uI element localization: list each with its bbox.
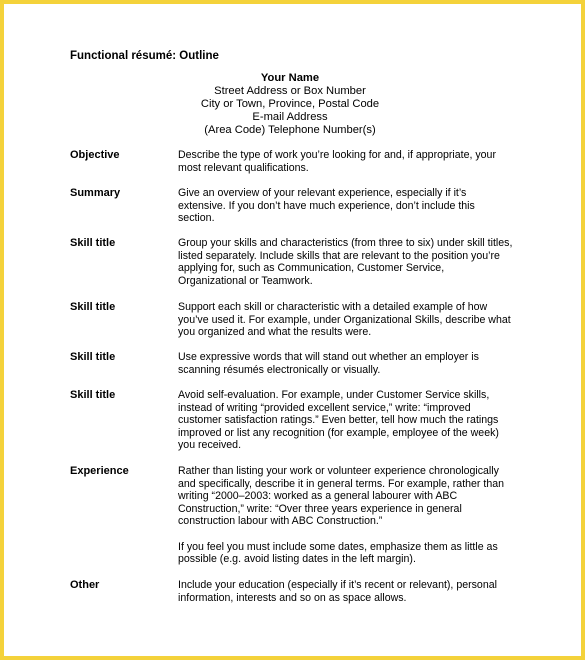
header-name: Your Name bbox=[260, 72, 320, 84]
section-label: Experience bbox=[70, 465, 129, 477]
section-paragraph: Support each skill or characteristic with a detailed example of how you’ve used it. For example, under Organizational Skills, describe what you organized and what the results were. bbox=[178, 301, 511, 339]
section-label: Skill title bbox=[70, 389, 116, 401]
header-city: City or Town, Province, Postal Code bbox=[200, 98, 380, 110]
header-street: Street Address or Box Number bbox=[214, 85, 366, 97]
section-description bbox=[178, 351, 514, 376]
section-paragraph: Describe the type of work you’re looking for and, if appropriate, your most relevant qualifications. bbox=[178, 149, 496, 174]
section-label: Objective bbox=[70, 149, 120, 161]
document-page bbox=[4, 4, 581, 656]
section-paragraph: Give an overview of your relevant experience, especially if it’s extensive. If you don’t have much experience, don’t include this section. bbox=[178, 187, 475, 225]
section-paragraph: Use expressive words that will stand out whether an employer is scanning résumés electronically or visually. bbox=[178, 351, 479, 376]
section-label: Other bbox=[70, 579, 100, 591]
header-phone: (Area Code) Telephone Number(s) bbox=[204, 124, 376, 136]
section-paragraph: Rather than listing your work or volunteer experience chronologically and specifically, describe it in general terms. For example, rather than writing “2000–2003: worked as a general labourer with ABC Construction,” write: “Over three years experience in general construction labour with ABC Construction.” bbox=[178, 465, 505, 528]
section-label: Summary bbox=[70, 187, 121, 199]
section-label: Skill title bbox=[70, 301, 116, 313]
section-description bbox=[178, 187, 514, 225]
document-title: Functional résumé: Outline bbox=[70, 50, 219, 62]
section-paragraph: Include your education (especially if it’s recent or relevant), personal information, interests and so on as space allows. bbox=[178, 579, 497, 604]
section-label: Skill title bbox=[70, 237, 116, 249]
section-paragraph: Avoid self-evaluation. For example, under Customer Service skills, instead of writing “provided excellent service,” write: “improved customer satisfaction ratings.” Even better, tell how much the ratings improved or list any recognition (for example, employee of the week) you received. bbox=[178, 389, 499, 452]
header-email: E-mail Address bbox=[252, 111, 328, 123]
contact-header bbox=[70, 72, 510, 137]
section-description bbox=[178, 579, 514, 604]
section-description bbox=[178, 465, 514, 566]
section-paragraph: If you feel you must include some dates, emphasize them as little as possible (e.g. avoid listing dates in the left margin). bbox=[178, 540, 498, 566]
section-description bbox=[178, 301, 514, 339]
section-description bbox=[178, 149, 514, 174]
section-description bbox=[178, 237, 514, 287]
section-label: Skill title bbox=[70, 351, 116, 363]
section-description bbox=[178, 389, 514, 452]
section-paragraph: Group your skills and characteristics (from three to six) under skill titles, listed separately. Include skills that are relevant to the position you’re applying for, such as Communication, Customer Service, Organizational or Teamwork. bbox=[178, 237, 513, 287]
